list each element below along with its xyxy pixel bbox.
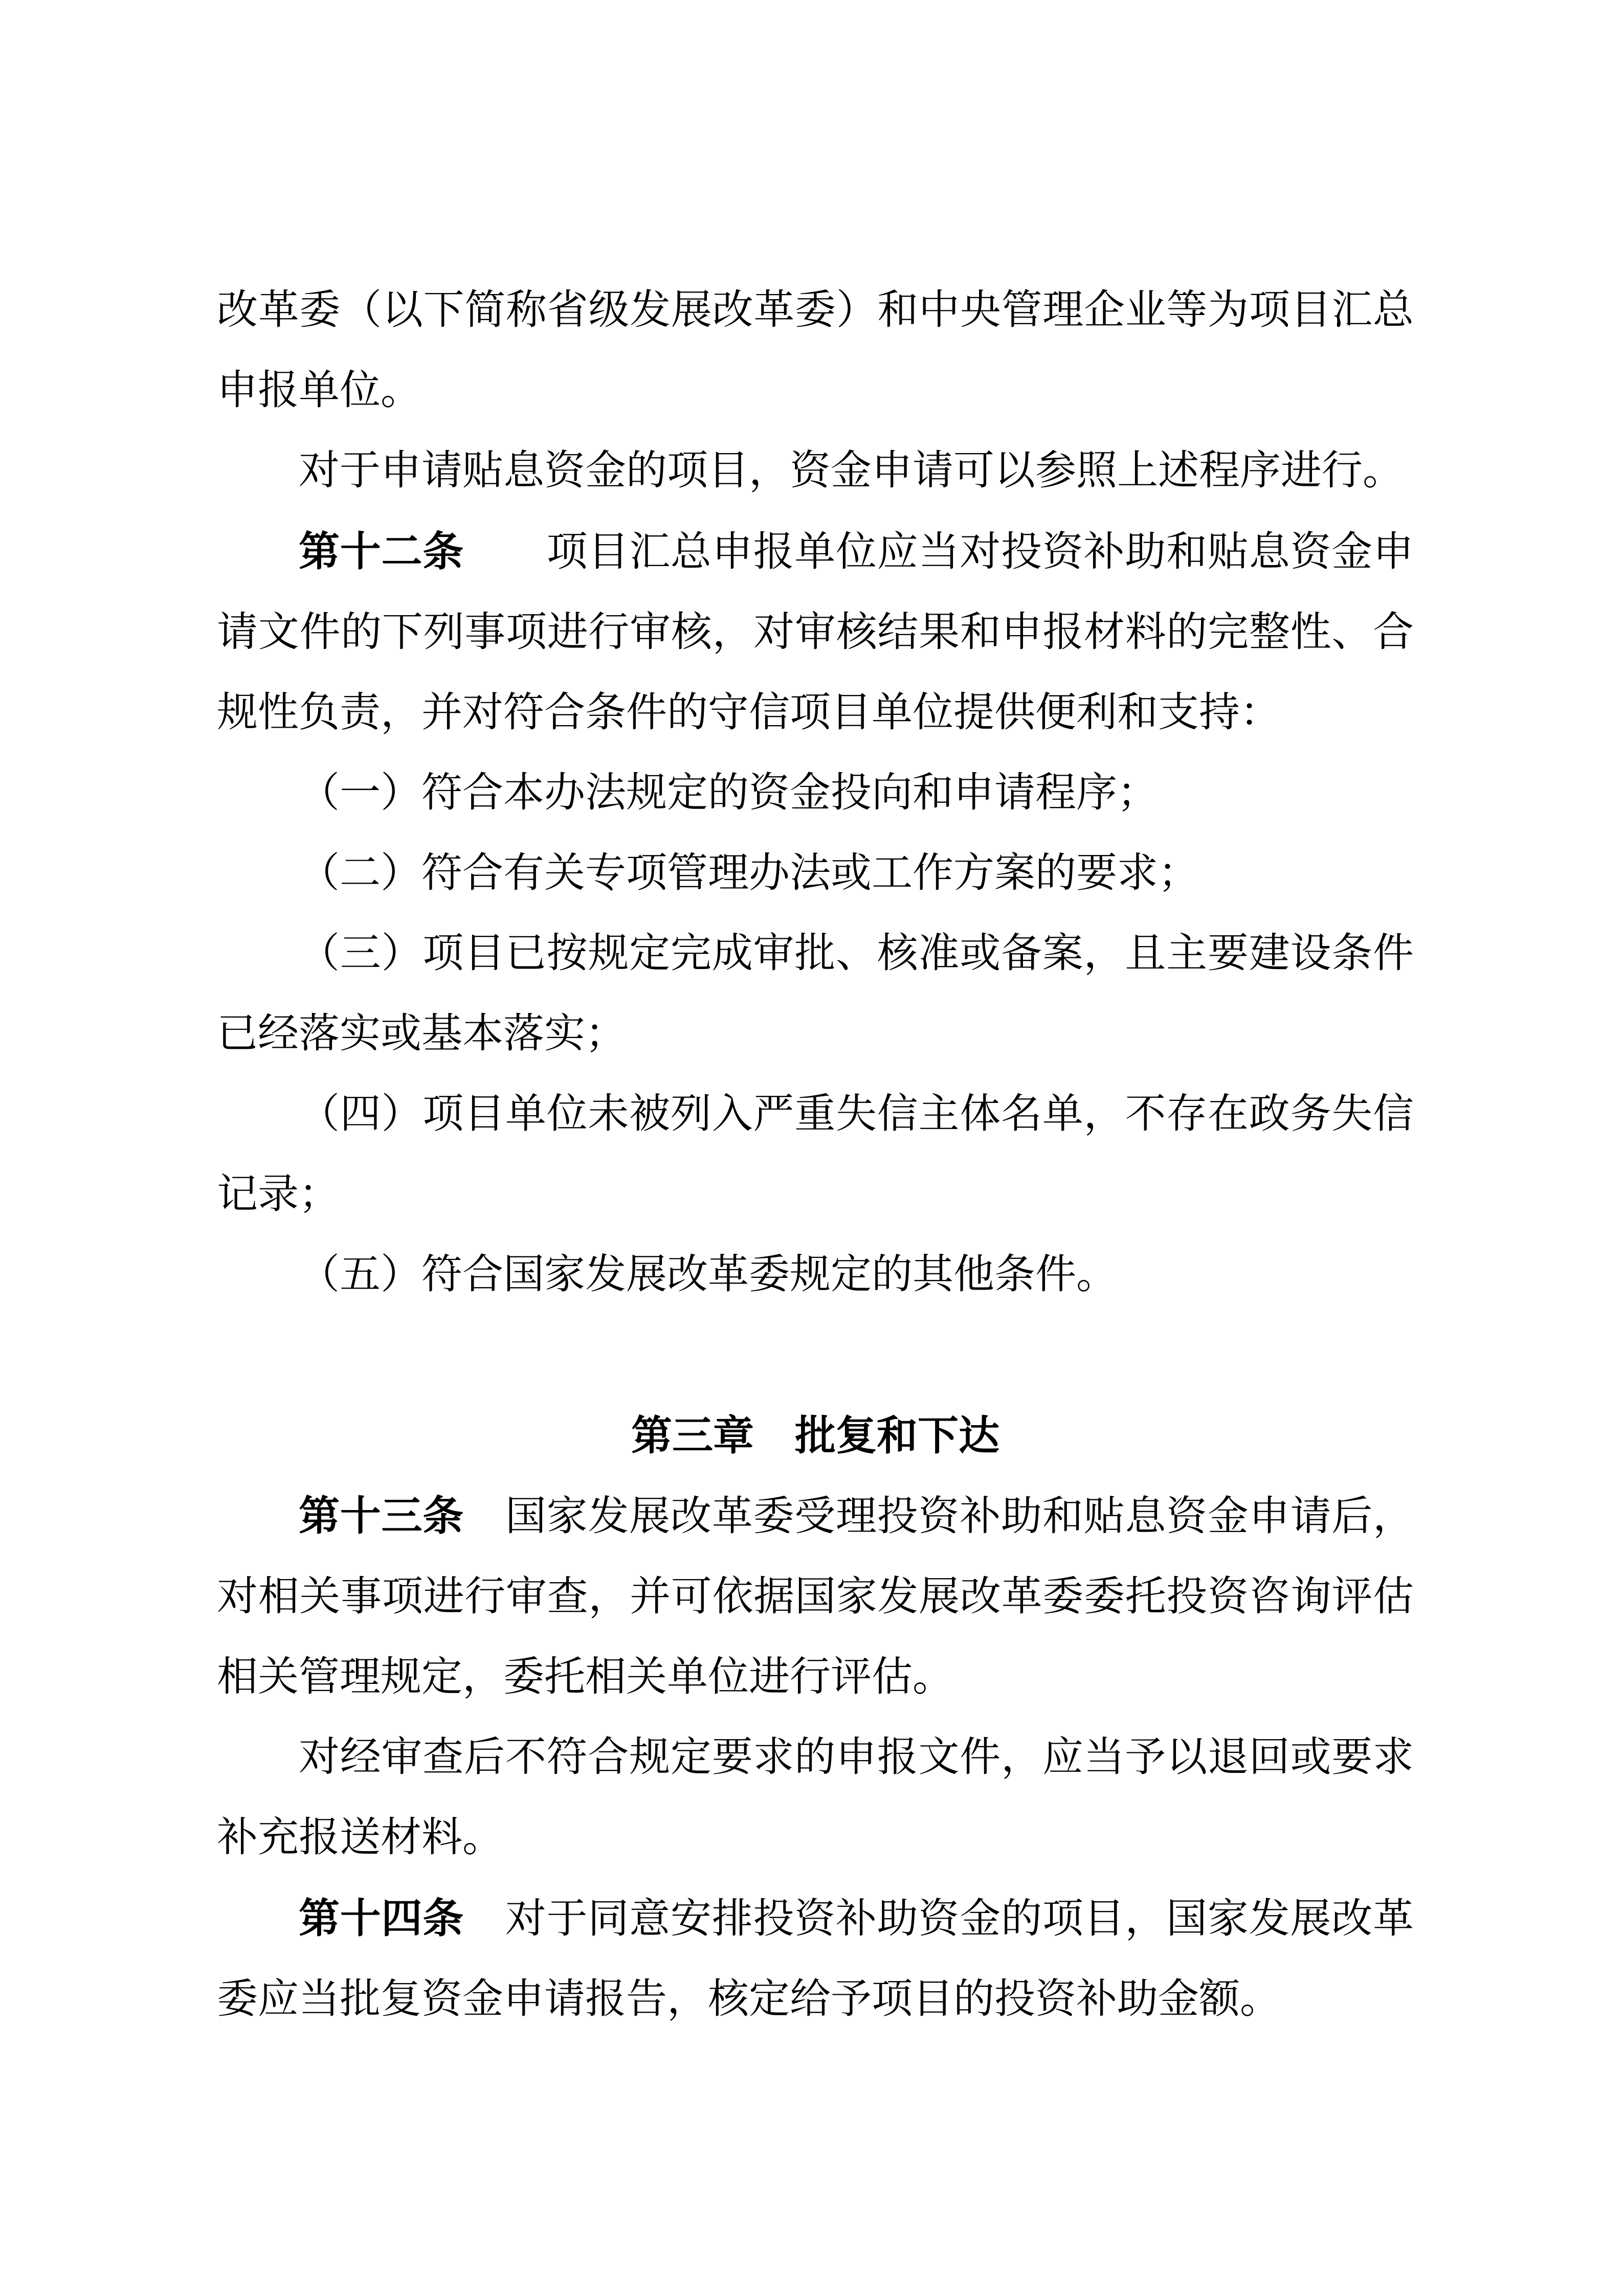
body-paragraph (217, 431, 1414, 511)
body-paragraph (217, 511, 1414, 753)
paragraph-text: （五）符合国家发展改革委规定的其他条件。 (299, 1252, 1117, 1297)
document-body (217, 271, 1414, 2040)
body-paragraph (217, 1074, 1414, 1235)
paragraph-text: 对于申请贴息资金的项目，资金申请可以参照上述程序进行。 (299, 448, 1404, 493)
paragraph-text: 对经审查后不符合规定要求的申报文件，应当予以退回或要求补充报送材料。 (217, 1735, 1414, 1860)
paragraph-text: （二）符合有关专项管理办法或工作方案的要求； (299, 851, 1199, 896)
paragraph-text: 改革委（以下简称省级发展改革委）和中央管理企业等为项目汇总申报单位。 (217, 288, 1414, 413)
paragraph-text: 对于同意安排投资补助资金的项目，国家发展改革委应当批复资金申请报告，核定给予项目的投资补助金额。 (217, 1897, 1414, 2022)
paragraph-text: 国家发展改革委受理投资补助和贴息资金申请后，对相关事项进行审查，并可依据国家发展改革委委托投资咨询评估相关管理规定，委托相关单位进行评估。 (217, 1494, 1414, 1700)
paragraph-text: 项目汇总申报单位应当对投资补助和贴息资金申请文件的下列事项进行审核，对审核结果和申报材料的完整性、合规性负责，并对符合条件的守信项目单位提供便利和支持： (217, 530, 1414, 735)
body-paragraph (217, 1718, 1414, 1878)
body-paragraph (217, 1235, 1414, 1315)
body-paragraph (217, 914, 1414, 1074)
body-paragraph (217, 1476, 1414, 1718)
article-number: 第十三条 (299, 1493, 464, 1539)
body-paragraph (217, 753, 1414, 834)
body-paragraph (217, 271, 1414, 431)
chapter-title-text: 第三章 批复和下达 (631, 1413, 999, 1458)
article-number: 第十二条 (299, 529, 464, 574)
paragraph-text: （三）项目已按规定完成审批、核准或备案，且主要建设条件已经落实或基本落实； (217, 931, 1414, 1056)
paragraph-text: （四）项目单位未被列入严重失信主体名单，不存在政务失信记录； (217, 1092, 1414, 1217)
body-paragraph (217, 834, 1414, 914)
chapter-heading (217, 1395, 1414, 1476)
paragraph-text: （一）符合本办法规定的资金投向和申请程序； (299, 771, 1158, 816)
article-number: 第十四条 (299, 1896, 464, 1941)
body-paragraph (217, 1878, 1414, 2040)
